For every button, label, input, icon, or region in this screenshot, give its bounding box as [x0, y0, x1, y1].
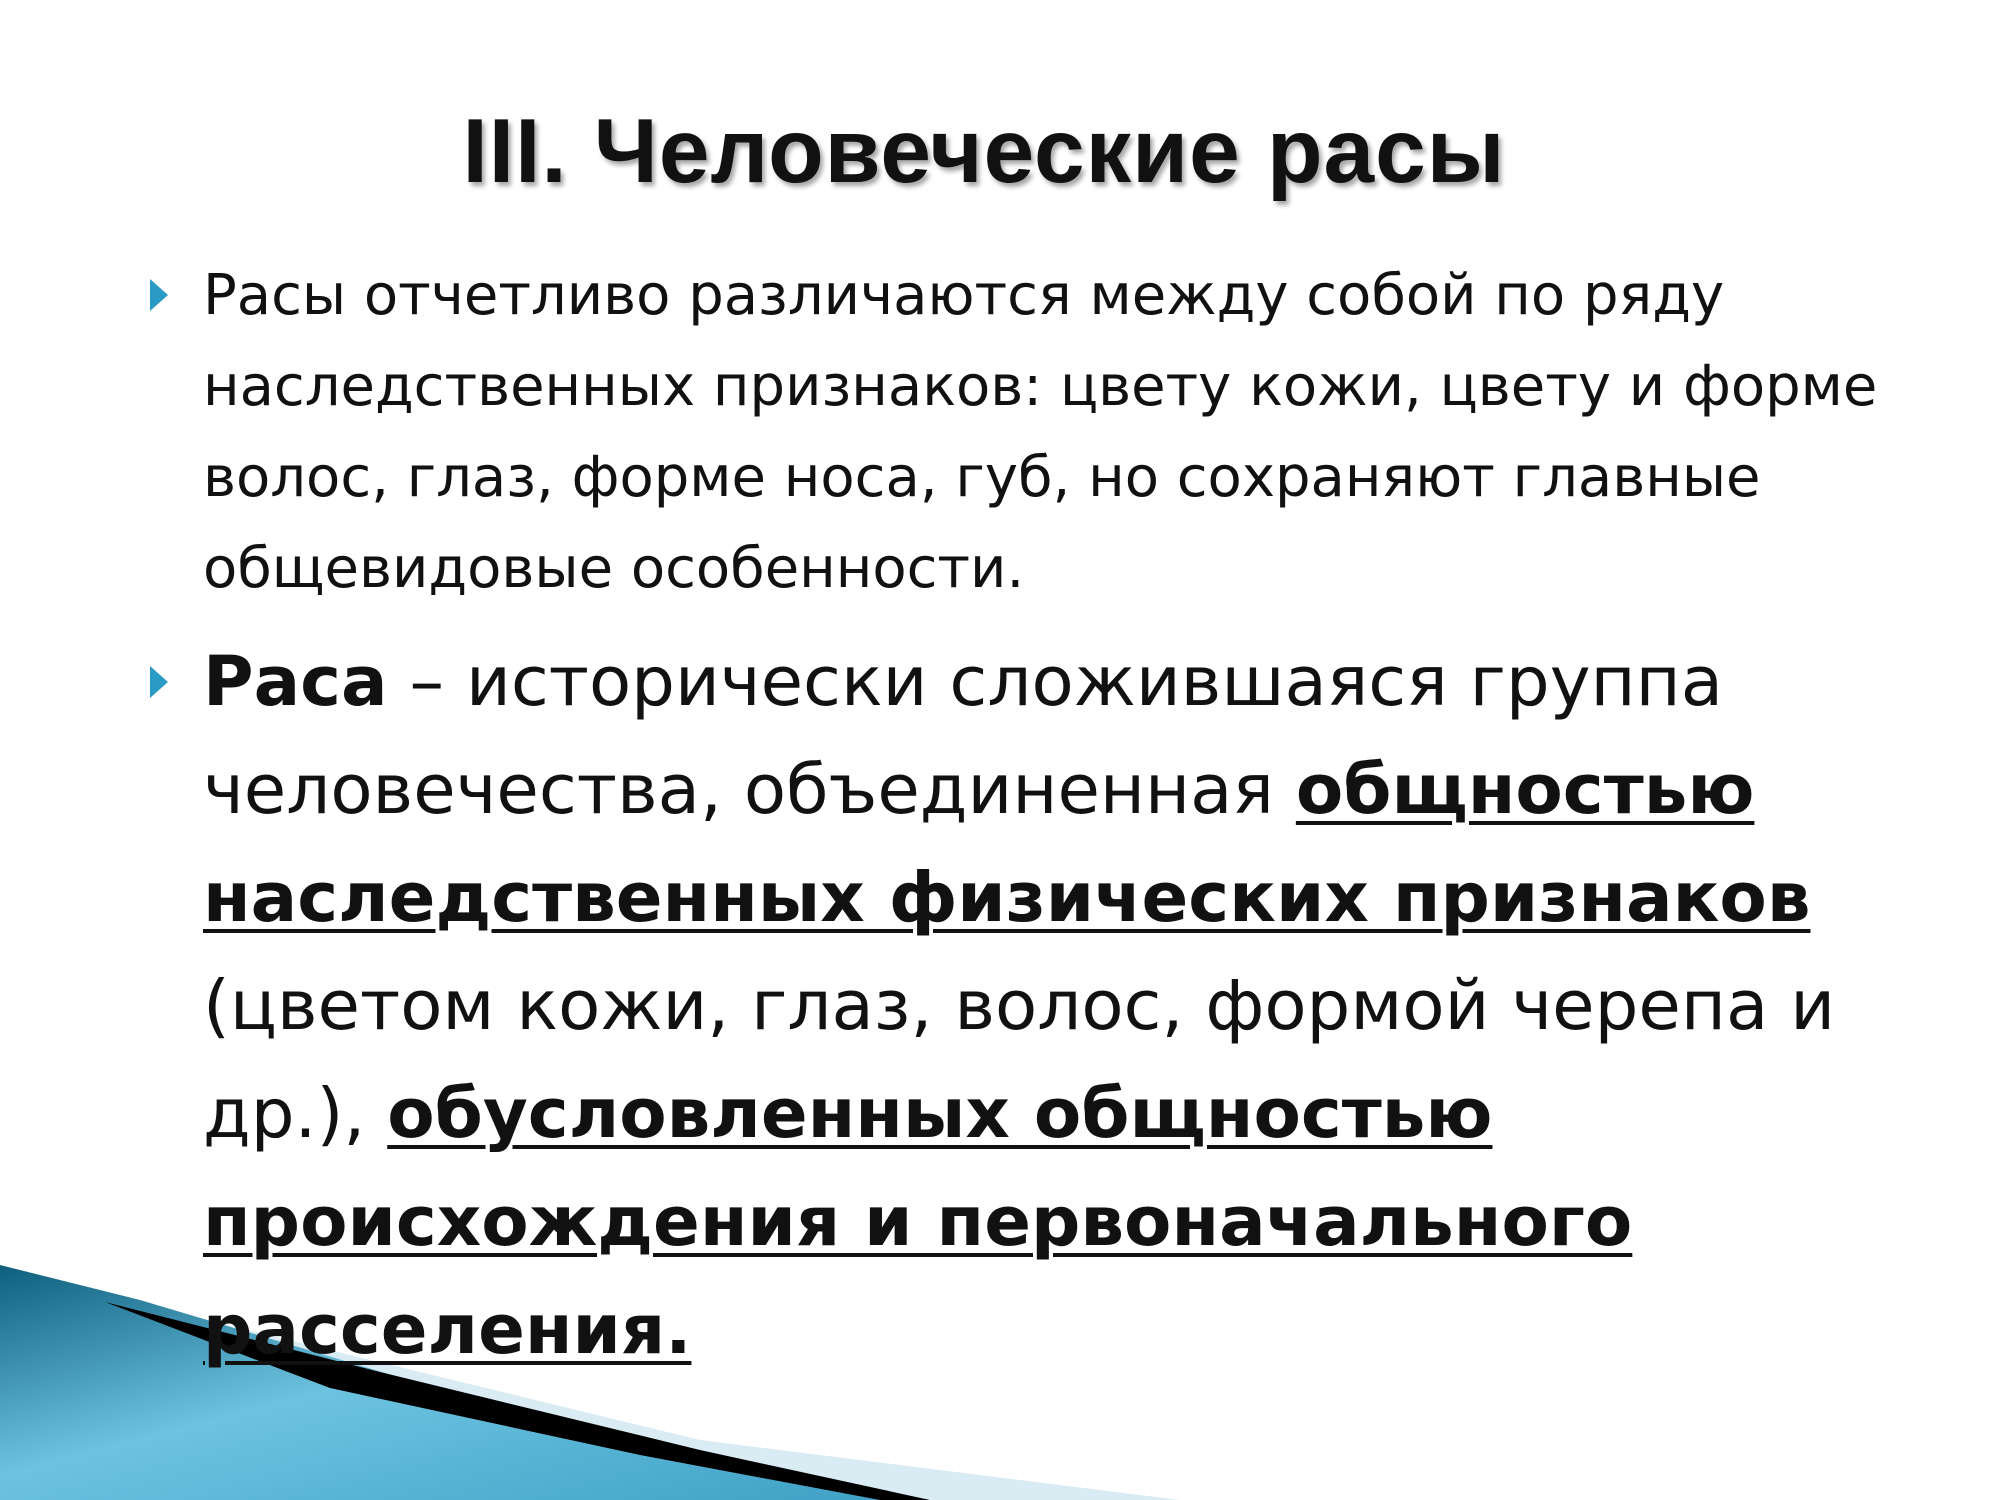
- definition-text: (цветом кожи, глаз, волос, формой черепа и др.),: [203, 966, 1836, 1154]
- bullet-item-definition: [145, 628, 1895, 1384]
- definition-term: Раса: [203, 642, 388, 722]
- bullet-text: Расы отчетливо различаются между собой по ряду наследственных признаков: цвету кожи, цвету и форме волос, глаз, форме носа, губ, но сохраняют главные общевидовые особенности.: [203, 263, 1878, 601]
- definition-text: – исторически сложившаяся группа человечества, объединенная: [203, 642, 1724, 830]
- definition-emphasis: обусловленных общностью происхождения и первоначального расселения.: [203, 1074, 1633, 1370]
- definition-emphasis: общностью наследственных физических признаков: [203, 750, 1811, 938]
- bullet-item: [145, 250, 1895, 614]
- slide-title: III. Человеческие расы: [462, 101, 1506, 202]
- triangle-right-icon: [150, 279, 168, 311]
- triangle-right-icon: [150, 666, 168, 698]
- bullet-list: [145, 250, 1895, 1384]
